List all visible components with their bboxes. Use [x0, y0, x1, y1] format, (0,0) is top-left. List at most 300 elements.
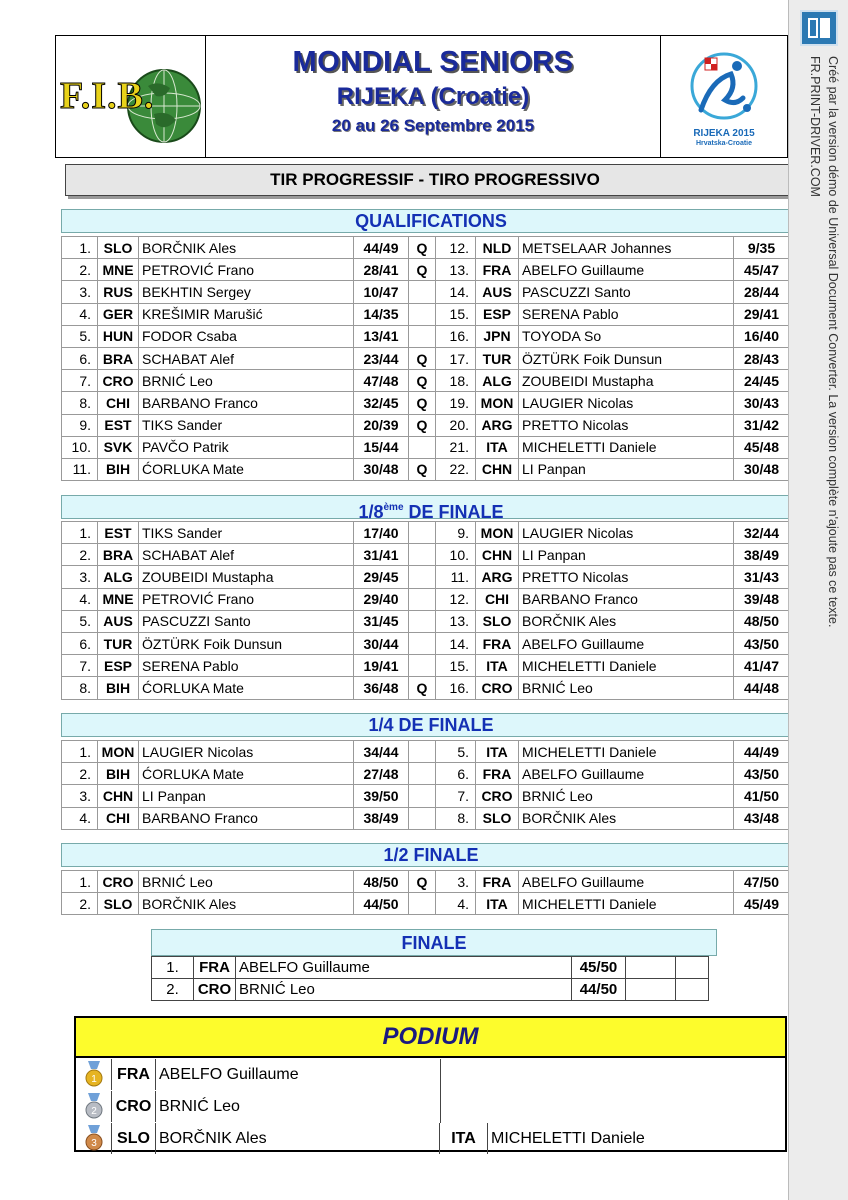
rank: 11. — [436, 566, 476, 588]
nation-code: FRA — [476, 259, 519, 281]
nation-code: BIH — [98, 458, 139, 480]
silver-medal-icon — [76, 1091, 112, 1122]
score: 43/50 — [734, 763, 790, 785]
rank: 17. — [436, 347, 476, 369]
section-title-final: FINALE — [151, 929, 717, 956]
score: 28/43 — [734, 347, 790, 369]
score: 39/50 — [354, 785, 409, 807]
page-title: MONDIAL SENIORS — [292, 46, 574, 78]
rank: 16. — [436, 677, 476, 699]
table-row — [62, 893, 802, 915]
player-name: BRNIĆ Leo — [139, 370, 354, 392]
table-row — [62, 588, 802, 610]
table-row — [62, 632, 802, 654]
player-name: METSELAAR Johannes — [519, 237, 734, 259]
player-name: SERENA Pablo — [139, 655, 354, 677]
qualified-mark — [409, 281, 436, 303]
rijeka-2015-logo — [661, 36, 787, 157]
qualified-mark — [409, 741, 436, 763]
nation-code: AUS — [476, 281, 519, 303]
nation-code: HUN — [98, 325, 139, 347]
player-name: MICHELETTI Daniele — [519, 655, 734, 677]
nation-code: ARG — [476, 566, 519, 588]
gold-medal-number: 1 — [91, 1074, 97, 1085]
rank: 7. — [436, 785, 476, 807]
nation-code: SLO — [476, 807, 519, 829]
qualified-mark: Q — [409, 370, 436, 392]
qualified-mark — [409, 655, 436, 677]
nation-code: CRO — [476, 677, 519, 699]
score: 31/45 — [354, 610, 409, 632]
player-name: MICHELETTI Daniele — [519, 436, 734, 458]
nation-code: ITA — [476, 655, 519, 677]
player-name: PASCUZZI Santo — [139, 610, 354, 632]
player-name: BORČNIK Ales — [139, 237, 354, 259]
rank: 3. — [436, 871, 476, 893]
score: 45/48 — [734, 436, 790, 458]
qualified-mark: Q — [409, 347, 436, 369]
player-name: BORČNIK Ales — [139, 893, 354, 915]
player-name: PRETTO Nicolas — [519, 566, 734, 588]
table-row — [62, 370, 802, 392]
empty-cell — [626, 979, 676, 1001]
player-name: PAVČO Patrik — [139, 436, 354, 458]
player-name: PETROVIĆ Frano — [139, 588, 354, 610]
nation-code: CHI — [98, 392, 139, 414]
rank: 21. — [436, 436, 476, 458]
nation-code: TUR — [476, 347, 519, 369]
nation-code: FRA — [476, 763, 519, 785]
qualified-mark — [409, 785, 436, 807]
score: 45/47 — [734, 259, 790, 281]
rank: 5. — [62, 610, 98, 632]
table-row — [62, 347, 802, 369]
player-name: ABELFO Guillaume — [519, 763, 734, 785]
player-name: BARBANO Franco — [139, 392, 354, 414]
rank: 14. — [436, 281, 476, 303]
score: 44/50 — [572, 979, 626, 1001]
nation-code: CRO — [98, 370, 139, 392]
nation-code: BIH — [98, 763, 139, 785]
title-block — [206, 36, 661, 157]
nation-code: EST — [98, 414, 139, 436]
eighth-finals-table — [61, 521, 802, 700]
rank: 3. — [62, 785, 98, 807]
nation-code: EST — [98, 522, 139, 544]
qualified-mark: Q — [409, 259, 436, 281]
nation-code: ALG — [98, 566, 139, 588]
rank: 6. — [62, 347, 98, 369]
qualified-mark: Q — [409, 392, 436, 414]
nation-code: FRA — [476, 871, 519, 893]
rank: 6. — [436, 763, 476, 785]
eighth-title-rest: DE FINALE — [403, 502, 504, 522]
player-name: ABELFO Guillaume — [236, 957, 572, 979]
podium-second-name: BRNIĆ Leo — [159, 1098, 240, 1115]
rank: 16. — [436, 325, 476, 347]
qualified-mark — [409, 632, 436, 654]
table-row — [62, 458, 802, 480]
rank: 2. — [62, 544, 98, 566]
podium-third-nat: SLO — [112, 1123, 156, 1154]
event-dates: 20 au 26 Septembre 2015 — [331, 116, 535, 135]
watermark-url: FR.PRINT-DRIVER.COM — [808, 56, 822, 197]
rank: 4. — [62, 303, 98, 325]
table-row — [62, 522, 802, 544]
score: 43/48 — [734, 807, 790, 829]
nation-code: GER — [98, 303, 139, 325]
table-row — [62, 807, 802, 829]
table-row — [62, 785, 802, 807]
rank: 5. — [436, 741, 476, 763]
rank: 5. — [62, 325, 98, 347]
event-title: TIR PROGRESSIF - TIRO PROGRESSIVO — [65, 164, 805, 196]
player-name: LI Panpan — [139, 785, 354, 807]
score: 34/44 — [354, 741, 409, 763]
score: 9/35 — [734, 237, 790, 259]
score: 19/41 — [354, 655, 409, 677]
score: 41/47 — [734, 655, 790, 677]
score: 43/50 — [734, 632, 790, 654]
table-row — [62, 741, 802, 763]
nation-code: RUS — [98, 281, 139, 303]
nation-code: SLO — [98, 237, 139, 259]
table-row — [152, 957, 709, 979]
gold-medal-icon — [76, 1059, 112, 1090]
nation-code: ALG — [476, 370, 519, 392]
rank: 8. — [62, 677, 98, 699]
rank: 2. — [152, 979, 194, 1001]
player-name: BORČNIK Ales — [519, 807, 734, 829]
table-row — [62, 655, 802, 677]
rank: 6. — [62, 632, 98, 654]
rank: 15. — [436, 303, 476, 325]
podium-divider — [440, 1059, 441, 1123]
empty-cell — [676, 957, 709, 979]
event-logo-line2: Hrvatska-Croatie — [695, 140, 753, 147]
score: 32/44 — [734, 522, 790, 544]
rank: 2. — [62, 763, 98, 785]
rank: 18. — [436, 370, 476, 392]
rank: 7. — [62, 370, 98, 392]
player-name: ABELFO Guillaume — [519, 632, 734, 654]
table-row — [62, 544, 802, 566]
player-name: ÖZTÜRK Foik Dunsun — [519, 347, 734, 369]
player-name: BRNIĆ Leo — [519, 677, 734, 699]
podium-third-name: BORČNIK Ales — [156, 1123, 440, 1154]
score: 14/35 — [354, 303, 409, 325]
table-row — [62, 237, 802, 259]
podium-title: PODIUM — [76, 1018, 785, 1058]
rank: 12. — [436, 237, 476, 259]
table-row — [62, 392, 802, 414]
player-name: MICHELETTI Daniele — [519, 893, 734, 915]
qualified-mark — [409, 522, 436, 544]
podium-first-nat: FRA — [112, 1059, 156, 1090]
player-name: LI Panpan — [519, 458, 734, 480]
converter-logo-icon — [800, 10, 838, 46]
podium-first-name: ABELFO Guillaume — [159, 1066, 299, 1083]
score: 15/44 — [354, 436, 409, 458]
section-title-qualifications: QUALIFICATIONS — [61, 209, 801, 233]
player-name: LAUGIER Nicolas — [519, 522, 734, 544]
nation-code: MON — [476, 392, 519, 414]
rank: 10. — [62, 436, 98, 458]
score: 31/42 — [734, 414, 790, 436]
rank: 3. — [62, 566, 98, 588]
fib-logo — [56, 36, 206, 157]
score: 44/50 — [354, 893, 409, 915]
rank: 13. — [436, 610, 476, 632]
score: 39/48 — [734, 588, 790, 610]
score: 38/49 — [734, 544, 790, 566]
score: 44/49 — [354, 237, 409, 259]
nation-code: CRO — [476, 785, 519, 807]
eighth-title-main: 1/8 — [358, 502, 384, 522]
nation-code: CHN — [476, 458, 519, 480]
player-name: ZOUBEIDI Mustapha — [139, 566, 354, 588]
nation-code: SLO — [98, 893, 139, 915]
score: 29/40 — [354, 588, 409, 610]
podium-third-b-name: MICHELETTI Daniele — [491, 1130, 645, 1147]
rank: 15. — [436, 655, 476, 677]
nation-code: TUR — [98, 632, 139, 654]
score: 24/45 — [734, 370, 790, 392]
rank: 9. — [436, 522, 476, 544]
rank: 8. — [62, 392, 98, 414]
score: 20/39 — [354, 414, 409, 436]
nation-code: AUS — [98, 610, 139, 632]
table-row — [62, 871, 802, 893]
rank: 9. — [62, 414, 98, 436]
player-name: PRETTO Nicolas — [519, 414, 734, 436]
score: 30/43 — [734, 392, 790, 414]
score: 29/45 — [354, 566, 409, 588]
nation-code: CHI — [476, 588, 519, 610]
score: 30/48 — [354, 458, 409, 480]
rank: 2. — [62, 893, 98, 915]
empty-cell — [676, 979, 709, 1001]
nation-code: BRA — [98, 544, 139, 566]
score: 41/50 — [734, 785, 790, 807]
nation-code: MNE — [98, 588, 139, 610]
rank: 1. — [152, 957, 194, 979]
rank: 22. — [436, 458, 476, 480]
player-name: ABELFO Guillaume — [519, 871, 734, 893]
qualified-mark — [409, 763, 436, 785]
bronze-medal-icon — [76, 1123, 112, 1154]
rank: 1. — [62, 871, 98, 893]
score: 17/40 — [354, 522, 409, 544]
player-name: BARBANO Franco — [139, 807, 354, 829]
player-name: ĆORLUKA Mate — [139, 458, 354, 480]
table-row — [62, 325, 802, 347]
score: 44/48 — [734, 677, 790, 699]
player-name: ABELFO Guillaume — [519, 259, 734, 281]
score: 47/48 — [354, 370, 409, 392]
score: 48/50 — [734, 610, 790, 632]
score: 32/45 — [354, 392, 409, 414]
nation-code: ESP — [476, 303, 519, 325]
table-row — [62, 763, 802, 785]
player-name: ĆORLUKA Mate — [139, 677, 354, 699]
fib-logo-text: F.I.B. — [60, 75, 155, 117]
score: 31/43 — [734, 566, 790, 588]
rank: 8. — [436, 807, 476, 829]
table-row — [62, 610, 802, 632]
player-name: SCHABAT Alef — [139, 544, 354, 566]
rank: 12. — [436, 588, 476, 610]
player-name: MICHELETTI Daniele — [519, 741, 734, 763]
nation-code: MNE — [98, 259, 139, 281]
nation-code: CHN — [98, 785, 139, 807]
rank: 1. — [62, 237, 98, 259]
rank: 4. — [62, 588, 98, 610]
table-row — [62, 259, 802, 281]
section-title-quarter-finals: 1/4 DE FINALE — [61, 713, 801, 737]
score: 30/48 — [734, 458, 790, 480]
nation-code: CHI — [98, 807, 139, 829]
score: 47/50 — [734, 871, 790, 893]
rank: 14. — [436, 632, 476, 654]
player-name: PETROVIĆ Frano — [139, 259, 354, 281]
final-table — [151, 956, 709, 1001]
podium — [74, 1016, 787, 1152]
qualifications-table — [61, 236, 802, 481]
nation-code: BIH — [98, 677, 139, 699]
rank: 20. — [436, 414, 476, 436]
quarter-finals-table — [61, 740, 802, 830]
player-name: LAUGIER Nicolas — [139, 741, 354, 763]
qualified-mark — [409, 325, 436, 347]
table-row — [62, 414, 802, 436]
rank: 13. — [436, 259, 476, 281]
qualified-mark: Q — [409, 677, 436, 699]
rank: 1. — [62, 522, 98, 544]
nation-code: ITA — [476, 741, 519, 763]
rank: 4. — [436, 893, 476, 915]
nation-code: JPN — [476, 325, 519, 347]
nation-code: CRO — [98, 871, 139, 893]
player-name: SCHABAT Alef — [139, 347, 354, 369]
player-name: ZOUBEIDI Mustapha — [519, 370, 734, 392]
player-name: TIKS Sander — [139, 522, 354, 544]
nation-code: MON — [476, 522, 519, 544]
section-title-eighth-finals — [61, 495, 801, 522]
qualified-mark — [409, 893, 436, 915]
nation-code: MON — [98, 741, 139, 763]
score: 16/40 — [734, 325, 790, 347]
player-name: ĆORLUKA Mate — [139, 763, 354, 785]
player-name: BEKHTIN Sergey — [139, 281, 354, 303]
qualified-mark: Q — [409, 871, 436, 893]
nation-code: SLO — [476, 610, 519, 632]
score: 29/41 — [734, 303, 790, 325]
qualified-mark: Q — [409, 237, 436, 259]
table-row — [62, 303, 802, 325]
table-row — [152, 979, 709, 1001]
page-subtitle: RIJEKA (Croatie) — [336, 83, 530, 110]
player-name: FODOR Csaba — [139, 325, 354, 347]
silver-medal-number: 2 — [91, 1106, 97, 1117]
nation-code: CRO — [194, 979, 236, 1001]
player-name: BORČNIK Ales — [519, 610, 734, 632]
event-logo-line1: RIJEKA 2015 — [693, 128, 755, 139]
table-row — [62, 677, 802, 699]
nation-code: NLD — [476, 237, 519, 259]
player-name: BARBANO Franco — [519, 588, 734, 610]
score: 38/49 — [354, 807, 409, 829]
score: 36/48 — [354, 677, 409, 699]
player-name: BRNIĆ Leo — [236, 979, 572, 1001]
player-name: SERENA Pablo — [519, 303, 734, 325]
score: 28/44 — [734, 281, 790, 303]
semi-finals-table — [61, 870, 802, 915]
rank: 4. — [62, 807, 98, 829]
player-name: TIKS Sander — [139, 414, 354, 436]
nation-code: SVK — [98, 436, 139, 458]
score: 28/41 — [354, 259, 409, 281]
score: 48/50 — [354, 871, 409, 893]
score: 23/44 — [354, 347, 409, 369]
nation-code: BRA — [98, 347, 139, 369]
score: 13/41 — [354, 325, 409, 347]
nation-code: CHN — [476, 544, 519, 566]
player-name: LAUGIER Nicolas — [519, 392, 734, 414]
nation-code: ITA — [476, 436, 519, 458]
nation-code: ARG — [476, 414, 519, 436]
nation-code: ESP — [98, 655, 139, 677]
nation-code: FRA — [476, 632, 519, 654]
rank: 10. — [436, 544, 476, 566]
empty-cell — [626, 957, 676, 979]
score: 44/49 — [734, 741, 790, 763]
qualified-mark — [409, 588, 436, 610]
score: 30/44 — [354, 632, 409, 654]
player-name: TOYODA So — [519, 325, 734, 347]
score: 27/48 — [354, 763, 409, 785]
qualified-mark: Q — [409, 414, 436, 436]
player-name: PASCUZZI Santo — [519, 281, 734, 303]
player-name: LI Panpan — [519, 544, 734, 566]
rank: 19. — [436, 392, 476, 414]
qualified-mark — [409, 544, 436, 566]
podium-third-b-nat: ITA — [440, 1123, 488, 1154]
qualified-mark — [409, 436, 436, 458]
table-row — [62, 436, 802, 458]
player-name: BRNIĆ Leo — [519, 785, 734, 807]
qualified-mark — [409, 566, 436, 588]
section-title-semi-finals: 1/2 FINALE — [61, 843, 801, 867]
qualified-mark: Q — [409, 458, 436, 480]
nation-code: FRA — [194, 957, 236, 979]
rank: 11. — [62, 458, 98, 480]
watermark-text: Créé par la version démo de Universal Document Converter. La version complète n'ajoute pas ce texte. — [826, 56, 840, 628]
table-row — [62, 566, 802, 588]
rank: 2. — [62, 259, 98, 281]
score: 45/50 — [572, 957, 626, 979]
qualified-mark — [409, 303, 436, 325]
podium-second-nat: CRO — [112, 1091, 156, 1122]
score: 45/49 — [734, 893, 790, 915]
score: 31/41 — [354, 544, 409, 566]
rank: 1. — [62, 741, 98, 763]
player-name: BRNIĆ Leo — [139, 871, 354, 893]
score: 10/47 — [354, 281, 409, 303]
document-header — [55, 35, 788, 158]
table-row — [62, 281, 802, 303]
rank: 3. — [62, 281, 98, 303]
